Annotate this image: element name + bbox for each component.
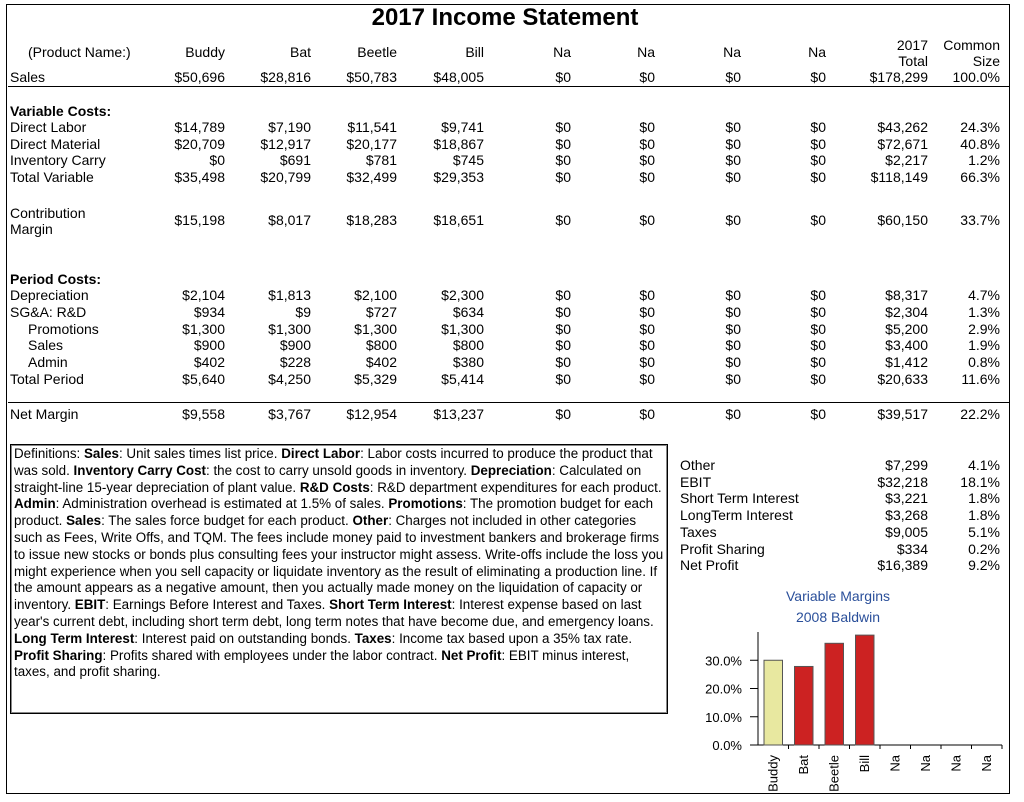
total-cell: $20,633 (877, 371, 928, 387)
value-cell: $0 (810, 135, 826, 152)
value-cell: $5,640 (182, 371, 225, 387)
bar-beetle (825, 643, 844, 745)
variable-costs-heading: Variable Costs: (10, 103, 112, 119)
summary-total: $32,218 (877, 473, 928, 490)
row-label: SG&A: R&D (10, 303, 87, 320)
x-tick-label: Na (978, 755, 994, 772)
summary-total: $9,005 (885, 523, 928, 540)
value-cell: $11,541 (347, 119, 397, 135)
period-costs-heading: Period Costs: (10, 271, 102, 287)
value-cell: $1,300 (354, 320, 397, 337)
x-tick-label: Buddy (765, 755, 781, 792)
value-cell: $3,767 (268, 406, 311, 422)
value-cell: $29,353 (433, 169, 484, 186)
y-tick-label: 10.0% (705, 709, 742, 725)
value-cell: $0 (639, 354, 655, 371)
value-cell: $0 (725, 287, 741, 303)
value-cell: $900 (279, 337, 311, 354)
row-label: Inventory Carry (10, 152, 106, 169)
variable-margins-chart (680, 580, 1010, 799)
value-cell: $0 (810, 287, 826, 303)
x-tick-label: Na (948, 755, 964, 772)
sales-label: Sales (10, 69, 46, 85)
value-cell: $800 (452, 337, 484, 354)
definition-text: : Labor costs incurred to produce the product that was sold. (14, 446, 653, 478)
common-size-cell: 1.2% (968, 152, 1000, 169)
product-header: Bat (289, 44, 311, 60)
value-cell: $7,190 (268, 119, 311, 135)
definition-term: Net Profit (441, 647, 502, 663)
summary-common-size: 18.1% (960, 473, 1000, 490)
value-cell: $5,414 (441, 371, 484, 387)
value-cell: $1,300 (268, 320, 311, 337)
definition-term: Sales (83, 446, 119, 461)
total-cell: $2,304 (885, 303, 928, 320)
y-tick-label: 30.0% (705, 653, 742, 669)
value-cell: $228 (279, 354, 311, 371)
value-cell: $0 (725, 354, 741, 371)
value-cell: $727 (365, 303, 397, 320)
definition-text: : The promotion budget for each product. (14, 496, 654, 529)
value-cell: $0 (639, 406, 655, 422)
product-header: Na (553, 44, 571, 60)
value-cell: $0 (639, 212, 655, 228)
common-size-cell: 100.0% (952, 69, 1000, 85)
y-tick-label: 0.0% (712, 738, 742, 753)
x-tick-label: Na (917, 755, 933, 772)
value-cell: $0 (639, 303, 655, 320)
summary-label: Short Term Interest (680, 490, 799, 507)
value-cell: $0 (725, 169, 741, 186)
summary-total: $3,268 (885, 507, 928, 524)
definition-term: Inventory Carry Cost (73, 462, 207, 478)
x-tick-label: Bat (795, 755, 811, 775)
contribution-label: Margin (10, 221, 53, 237)
value-cell: $0 (639, 69, 655, 85)
common-size-cell: 2.9% (968, 320, 1000, 337)
value-cell: $380 (452, 354, 484, 371)
page-title: 2017 Income Statement (371, 4, 639, 31)
value-cell: $20,799 (260, 169, 311, 186)
value-cell: $0 (725, 406, 741, 422)
summary-common-size: 1.8% (968, 507, 1000, 524)
value-cell: $1,300 (441, 320, 484, 337)
value-cell: $48,005 (433, 69, 484, 85)
definition-text: : Earnings Before Interest and Taxes. (105, 597, 330, 613)
common-size-cell: 11.6% (961, 371, 1000, 387)
value-cell: $0 (555, 169, 571, 186)
row-label: Direct Labor (10, 119, 87, 135)
common-size-cell: 22.2% (960, 406, 1000, 422)
value-cell: $35,498 (174, 169, 225, 186)
definition-text: : the cost to carry unsold goods in inventory. (206, 462, 471, 478)
value-cell: $28,816 (260, 69, 311, 85)
contribution-label: Contribution (10, 205, 86, 221)
definitions-box (10, 444, 668, 714)
value-cell: $0 (810, 406, 826, 422)
total-cell: $3,400 (885, 337, 928, 354)
value-cell: $0 (725, 303, 741, 320)
value-cell: $0 (810, 152, 826, 169)
value-cell: $0 (639, 135, 655, 152)
definition-text: : EBIT minus interest, taxes, and profit sharing. (14, 647, 630, 680)
value-cell: $18,867 (433, 135, 484, 152)
definition-term: Admin (14, 496, 56, 512)
value-cell: $402 (193, 354, 225, 371)
value-cell: $12,917 (260, 135, 311, 152)
value-cell: $0 (555, 119, 571, 135)
value-cell: $0 (555, 212, 571, 228)
total-cell: $118,149 (870, 169, 928, 186)
summary-label: Taxes (680, 523, 717, 540)
definition-text: : The sales force budget for each product. (101, 513, 353, 529)
summary-common-size: 4.1% (968, 457, 1000, 473)
definition-text: : Income tax based upon a 35% tax rate. (391, 630, 633, 646)
definition-term: Profit Sharing (14, 647, 103, 663)
common-size-cell: 1.3% (968, 303, 1000, 320)
value-cell: $18,651 (433, 212, 484, 228)
row-label: Direct Material (10, 135, 101, 152)
divider (8, 86, 1010, 87)
value-cell: $0 (555, 371, 571, 387)
common-size-cell: 4.7% (968, 287, 1000, 303)
value-cell: $50,783 (346, 69, 397, 85)
value-cell: $12,954 (346, 406, 397, 422)
row-label: Depreciation (10, 287, 89, 303)
common-size-cell: 40.8% (960, 135, 1000, 152)
value-cell: $781 (365, 152, 397, 169)
definition-term: R&D Costs (299, 479, 370, 495)
value-cell: $800 (365, 337, 397, 354)
summary-label: LongTerm Interest (680, 507, 793, 524)
value-cell: $0 (725, 119, 741, 135)
summary-total: $3,221 (885, 490, 928, 507)
summary-common-size: 9.2% (968, 557, 1000, 574)
value-cell: $691 (279, 152, 311, 169)
definition-text: : R&D department expenditures for each product. (369, 479, 662, 495)
value-cell: $18,283 (346, 212, 397, 228)
divider (8, 402, 1010, 403)
x-tick-label: Bill (856, 755, 872, 773)
value-cell: $0 (810, 371, 826, 387)
x-tick-label: Beetle (826, 755, 842, 792)
summary-total: $7,299 (885, 457, 928, 473)
value-cell: $2,100 (354, 287, 397, 303)
summary-label: Other (680, 457, 716, 473)
value-cell: $13,237 (433, 406, 484, 422)
value-cell: $0 (555, 320, 571, 337)
bar-bat (795, 666, 814, 745)
total-header: Total (898, 53, 928, 69)
value-cell: $0 (555, 354, 571, 371)
value-cell: $934 (193, 303, 225, 320)
product-name-label: (Product Name:) (28, 44, 131, 60)
bar-bill (856, 635, 875, 745)
total-cell: $72,671 (877, 135, 928, 152)
total-cell: $39,517 (877, 406, 928, 422)
value-cell: $0 (639, 169, 655, 186)
definition-term: Short Term Interest (329, 597, 452, 613)
value-cell: $5,329 (354, 371, 397, 387)
value-cell: $0 (725, 371, 741, 387)
value-cell: $745 (452, 152, 484, 169)
value-cell: $0 (555, 69, 571, 85)
value-cell: $8,017 (268, 212, 311, 228)
value-cell: $20,709 (174, 135, 225, 152)
total-cell: $2,217 (885, 152, 928, 169)
y-tick-label: 20.0% (705, 681, 742, 697)
product-header: Na (723, 44, 741, 60)
value-cell: $0 (810, 69, 826, 85)
total-cell: $5,200 (885, 320, 928, 337)
total-cell: $43,262 (877, 119, 928, 135)
definition-text: : Unit sales times list price. (118, 446, 282, 461)
value-cell: $32,499 (346, 169, 397, 186)
definition-text: : Interest expense based on last year's current debt, including short term debt, long term notes that have become due, and emergency loans. (14, 597, 654, 629)
value-cell: $0 (209, 152, 225, 169)
value-cell: $0 (725, 337, 741, 354)
value-cell: $0 (810, 320, 826, 337)
definition-term: Direct Labor (281, 446, 361, 461)
definition-term: Long Term Interest (14, 630, 135, 646)
definition-text: : Profits shared with employees under the labor contract. (102, 647, 442, 663)
product-header: Na (808, 44, 826, 60)
value-cell: $0 (555, 135, 571, 152)
summary-common-size: 0.2% (968, 540, 1000, 557)
value-cell: $0 (639, 371, 655, 387)
value-cell: $0 (555, 337, 571, 354)
summary-label: EBIT (680, 473, 712, 490)
product-header: Na (637, 44, 655, 60)
row-label: Total Period (10, 371, 84, 387)
total-header: 2017 (896, 37, 928, 53)
value-cell: $2,300 (441, 287, 484, 303)
row-label: Total Variable (10, 169, 94, 186)
total-cell: $60,150 (877, 212, 928, 228)
value-cell: $0 (725, 135, 741, 152)
value-cell: $0 (725, 320, 741, 337)
product-header: Bill (465, 44, 484, 60)
row-label: Admin (28, 354, 68, 371)
definition-term: Other (352, 513, 389, 529)
definition-term: Sales (66, 513, 102, 529)
value-cell: $0 (810, 303, 826, 320)
value-cell: $0 (725, 152, 741, 169)
common-size-header: Size (972, 53, 1000, 69)
net-margin-label: Net Margin (10, 406, 79, 422)
value-cell: $402 (365, 354, 397, 371)
definition-term: EBIT (74, 597, 106, 613)
summary-common-size: 5.1% (968, 523, 1000, 540)
total-cell: $178,299 (869, 69, 928, 85)
value-cell: $2,104 (182, 287, 225, 303)
value-cell: $9,741 (441, 119, 484, 135)
summary-label: Net Profit (680, 557, 739, 574)
common-size-cell: 33.7% (960, 212, 1000, 228)
value-cell: $0 (810, 169, 826, 186)
value-cell: $9 (295, 303, 311, 320)
chart-subtitle: 2008 Baldwin (795, 609, 881, 625)
value-cell: $900 (193, 337, 225, 354)
value-cell: $1,300 (182, 320, 225, 337)
chart-title: Variable Margins (785, 588, 891, 604)
definition-text: : Administration overhead is estimated at 1.5% of sales. (55, 496, 389, 512)
row-label: Sales (28, 337, 64, 354)
value-cell: $0 (725, 212, 741, 228)
value-cell: $14,789 (174, 119, 225, 135)
value-cell: $15,198 (174, 212, 225, 228)
value-cell: $0 (810, 337, 826, 354)
value-cell: $50,696 (174, 69, 225, 85)
value-cell: $9,558 (182, 406, 225, 422)
summary-total: $16,389 (877, 557, 928, 574)
value-cell: $0 (555, 287, 571, 303)
value-cell: $634 (452, 303, 484, 320)
x-tick-label: Na (887, 755, 903, 772)
definition-text: : Calculated on straight-line 15-year depreciation of plant value. (14, 462, 642, 495)
value-cell: $1,813 (268, 287, 311, 303)
definition-text: Definitions: (14, 446, 84, 461)
value-cell: $0 (725, 69, 741, 85)
total-cell: $1,412 (885, 354, 928, 371)
value-cell: $0 (639, 337, 655, 354)
product-header: Beetle (357, 44, 397, 60)
total-cell: $8,317 (885, 287, 928, 303)
common-size-cell: 66.3% (960, 169, 1000, 186)
common-size-cell: 24.3% (960, 119, 1000, 135)
summary-label: Profit Sharing (680, 540, 765, 557)
bar-buddy (764, 660, 783, 745)
value-cell: $4,250 (268, 371, 311, 387)
value-cell: $0 (555, 406, 571, 422)
value-cell: $0 (810, 354, 826, 371)
value-cell: $20,177 (346, 135, 397, 152)
common-size-cell: 0.8% (968, 354, 1000, 371)
definition-term: Taxes (354, 630, 392, 646)
definition-text: : Interest paid on outstanding bonds. (134, 630, 355, 646)
summary-total: $334 (896, 540, 928, 557)
value-cell: $0 (810, 212, 826, 228)
summary-common-size: 1.8% (968, 490, 1000, 507)
definition-term: Promotions (388, 496, 463, 512)
value-cell: $0 (639, 152, 655, 169)
chart-svg (680, 580, 1010, 799)
value-cell: $0 (810, 119, 826, 135)
row-label: Promotions (28, 320, 99, 337)
value-cell: $0 (639, 287, 655, 303)
common-size-header: Common (943, 37, 1000, 53)
common-size-cell: 1.9% (968, 337, 1000, 354)
value-cell: $0 (639, 320, 655, 337)
value-cell: $0 (639, 119, 655, 135)
product-header: Buddy (185, 44, 225, 60)
definition-text: : Charges not included in other categories such as Fees, Write Offs, and TQM. The fees include money paid to investment bankers and brokerage firms to issue new stocks or bonds plus consulting fees your instructor might assess. Write-offs include the loss you might experience when you sell capacity or liquidate inventory as the result of eliminating a production line. If the amount appears as a negative amount, then you actually made money on the liquidation of capacity or inventory. (14, 513, 664, 613)
definition-term: Depreciation (470, 462, 552, 478)
value-cell: $0 (555, 303, 571, 320)
value-cell: $0 (555, 152, 571, 169)
